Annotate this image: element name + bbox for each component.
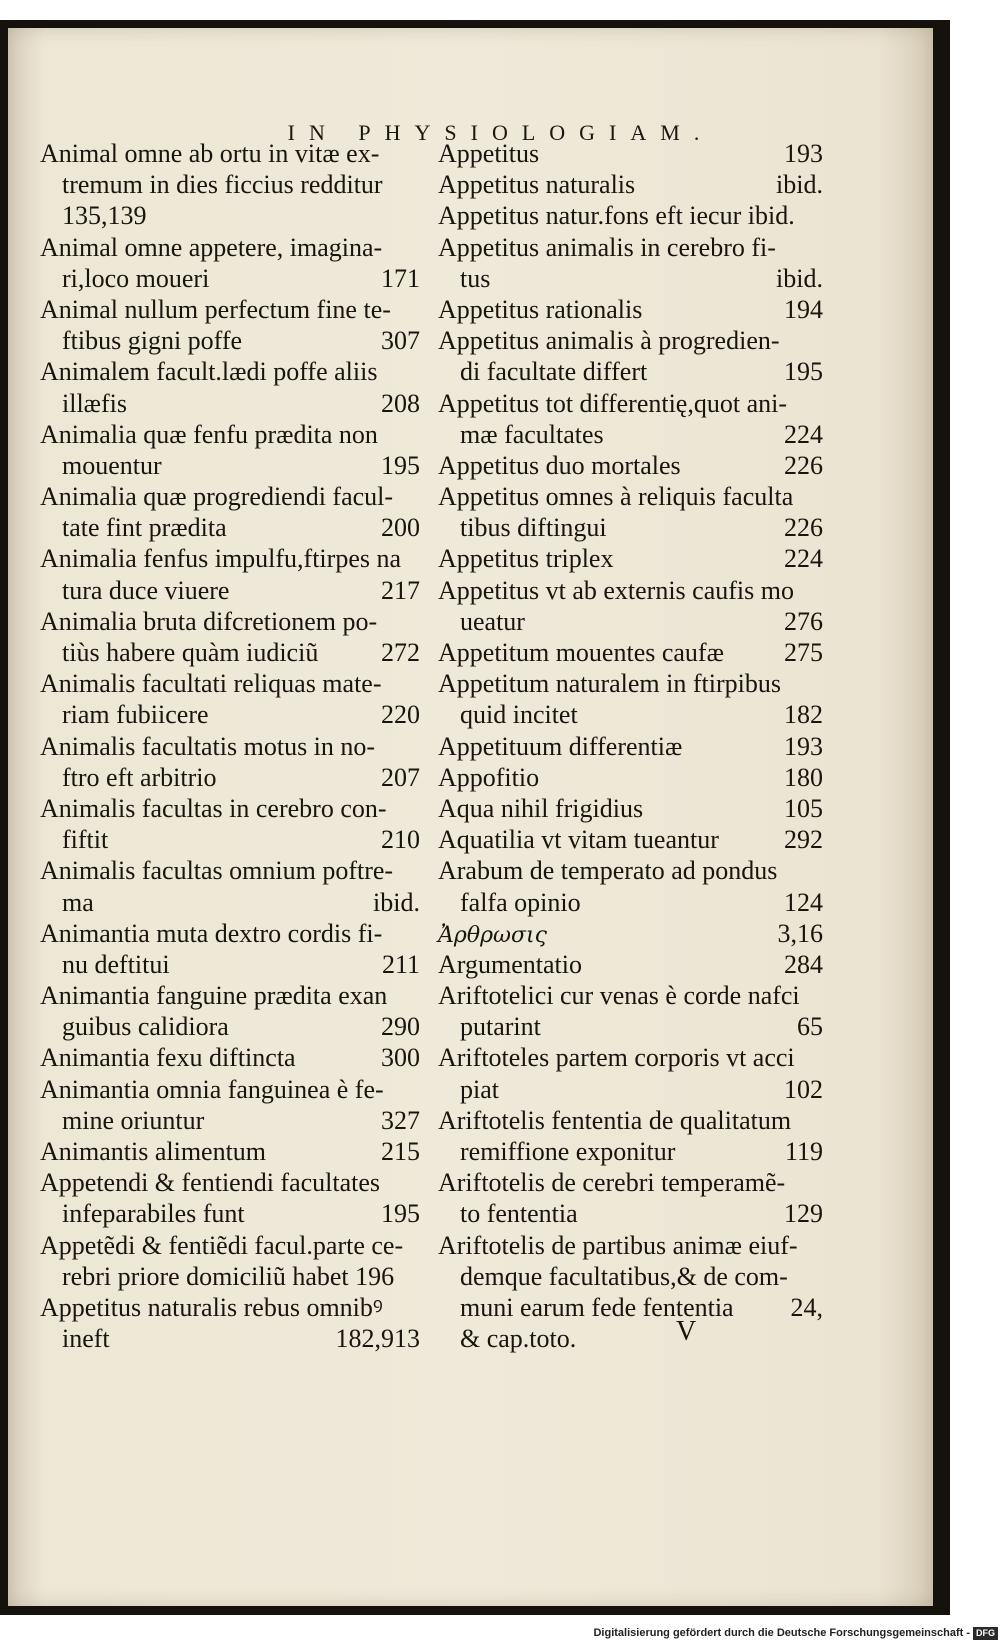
entry-text: Aqua nihil frigidius <box>438 793 644 823</box>
page-reference: ibid. <box>373 887 420 917</box>
entry-continuation-line <box>438 263 823 294</box>
entry-continuation-line <box>438 1136 823 1167</box>
entry-text: Animalia bruta difcretionem po- <box>40 606 378 636</box>
entry-continuation-line <box>438 419 823 450</box>
index-entry <box>438 138 823 169</box>
entry-heading-line <box>40 855 420 886</box>
entry-text: Appetitus animalis in cerebro fi- <box>438 232 776 262</box>
entry-heading-line <box>40 232 420 263</box>
entry-text: Animal nullum perfectum fine te- <box>40 294 391 324</box>
entry-text: to fententia <box>460 1199 578 1229</box>
funding-notice: Digitalisierung gefördert durch die Deutsche Forschungsgemeinschaft - <box>593 1627 970 1639</box>
index-entry <box>40 356 420 418</box>
page-reference: 208 <box>381 388 420 418</box>
index-entry <box>438 1105 823 1167</box>
index-entry <box>40 138 420 232</box>
entry-continuation-line <box>438 887 823 918</box>
entry-text: Argumentatio <box>438 949 582 979</box>
index-entry <box>438 637 823 668</box>
entry-heading-line <box>438 138 823 169</box>
entry-heading-line <box>40 731 420 762</box>
entry-text: Animantia fanguine prædita exan <box>40 981 388 1011</box>
page-reference: 224 <box>784 544 823 574</box>
entry-text: ftibus gigni poffe <box>62 326 243 356</box>
page-reference: 307 <box>381 326 420 356</box>
entry-continuation-line <box>40 388 420 419</box>
index-entry <box>40 980 420 1042</box>
dfg-logo: DFG <box>973 1627 998 1640</box>
index-entry <box>438 294 823 325</box>
entry-text: ri,loco moueri <box>62 263 210 293</box>
entry-heading-line <box>40 481 420 512</box>
index-entry <box>438 450 823 481</box>
entry-text: Animantia omnia fanguinea è fe- <box>40 1074 384 1104</box>
entry-heading-line <box>438 637 823 668</box>
page-reference: 211 <box>381 949 420 979</box>
entry-text: Ariftoteles partem corporis vt acci <box>438 1043 795 1073</box>
entry-heading-line <box>438 980 823 1011</box>
entry-heading-line <box>40 1292 420 1323</box>
index-entry <box>40 481 420 543</box>
page-reference: 272 <box>381 638 420 667</box>
entry-text: quid incitet <box>460 700 578 730</box>
entry-text: Animalia quæ fenfu prædita non <box>40 419 378 449</box>
entry-continuation-line <box>40 887 420 918</box>
entry-text: Appetitus triplex <box>438 544 614 574</box>
entry-heading-line <box>40 543 420 574</box>
entry-text: Appetitum naturalem in ftirpibus <box>438 669 781 699</box>
entry-heading-line <box>438 575 823 606</box>
entry-text: ftro eft arbitrio <box>62 762 217 792</box>
entry-continuation-line <box>438 1011 823 1042</box>
entry-text: rebri priore domiciliũ habet 196 <box>62 1261 395 1291</box>
entry-text: tremum in dies ficcius redditur <box>62 170 383 200</box>
index-entry <box>438 388 823 450</box>
entry-heading-line <box>438 294 823 325</box>
index-entry <box>40 232 420 294</box>
entry-continuation-line <box>438 1323 823 1354</box>
index-entry <box>40 793 420 855</box>
entry-text: guibus calidiora <box>62 1012 229 1042</box>
entry-heading-line <box>40 1042 420 1073</box>
entry-continuation-line <box>438 606 823 637</box>
entry-text: Appetẽdi & fentiẽdi facul.parte ce- <box>40 1230 404 1260</box>
entry-text: piat <box>460 1074 499 1104</box>
index-entry <box>438 824 823 855</box>
entry-heading-line <box>40 1074 420 1105</box>
entry-continuation-line <box>40 200 420 231</box>
page-reference: 171 <box>381 263 420 293</box>
entry-text: Appetitus naturalis <box>438 170 636 200</box>
index-entry <box>40 606 420 668</box>
entry-heading-line <box>438 918 823 949</box>
entry-heading-line <box>40 294 420 325</box>
entry-text: nu deftitui <box>62 949 170 979</box>
index-entry <box>438 855 823 917</box>
entry-text: Appetitus natur.fons eft iecur ibid. <box>438 201 795 231</box>
entry-continuation-line <box>438 356 823 387</box>
page-reference: 124 <box>784 887 823 917</box>
page-reference: 193 <box>784 139 823 168</box>
index-entry <box>438 543 823 574</box>
entry-text: tura duce viuere <box>62 575 230 605</box>
index-entry <box>40 543 420 605</box>
entry-text: Animalis facultas omnium poftre- <box>40 856 394 886</box>
page-reference: 210 <box>381 825 420 855</box>
entry-text: tibus diftingui <box>460 513 607 543</box>
entry-text: Animal omne appetere, imagina- <box>40 232 383 262</box>
entry-heading-line <box>40 980 420 1011</box>
entry-heading-line <box>438 1230 823 1261</box>
entry-continuation-line <box>40 1105 420 1136</box>
entry-text: mouentur <box>62 450 162 480</box>
index-entry <box>438 1042 823 1104</box>
index-entry <box>40 1167 420 1229</box>
index-entry <box>40 1292 420 1354</box>
entry-continuation-line <box>438 699 823 730</box>
index-entry <box>438 668 823 730</box>
page-reference: 119 <box>784 1137 823 1166</box>
entry-text: Animalia quæ progrediendi facul- <box>40 482 394 512</box>
entry-heading-line <box>40 138 420 169</box>
entry-heading-line <box>438 762 823 793</box>
entry-continuation-line <box>40 450 420 481</box>
page-reference: 327 <box>381 1105 420 1135</box>
page-reference: 200 <box>381 513 420 543</box>
entry-heading-line <box>40 1167 420 1198</box>
entry-text: Ariftotelis de partibus animæ eiuf- <box>438 1230 798 1260</box>
entry-text: infeparabiles funt <box>62 1199 245 1229</box>
entry-continuation-line <box>40 949 420 980</box>
entry-text: demque facultatibus,& de com- <box>460 1261 788 1291</box>
entry-heading-line <box>438 668 823 699</box>
page-reference: ibid. <box>776 170 823 200</box>
page-reference: 24, <box>790 1292 823 1322</box>
entry-continuation-line <box>40 1198 420 1229</box>
index-entry <box>438 1167 823 1229</box>
page-reference: 226 <box>784 513 823 543</box>
index-entry <box>40 294 420 356</box>
entry-text: remiffione exponitur <box>460 1137 676 1166</box>
scan-frame <box>0 20 950 1615</box>
page-reference: 65 <box>797 1012 823 1042</box>
entry-text: illæfis <box>62 388 128 418</box>
entry-heading-line <box>40 918 420 949</box>
entry-heading-line <box>438 731 823 762</box>
entry-text: Appetitus naturalis rebus omnibꝰ <box>40 1292 383 1322</box>
entry-continuation-line <box>40 1011 420 1042</box>
entry-text: Appetitus tot differentię,quot ani- <box>438 388 787 418</box>
page-reference: 284 <box>784 949 823 979</box>
page-reference: ibid. <box>776 263 823 293</box>
entry-continuation-line <box>40 512 420 543</box>
entry-heading-line <box>438 200 823 231</box>
page-reference: 194 <box>784 294 823 324</box>
entry-text: 135,139 <box>62 201 147 231</box>
index-entry <box>438 481 823 543</box>
entry-text: riam fubiicere <box>62 700 209 730</box>
entry-text: Animalis facultatis motus in no- <box>40 731 376 761</box>
entry-continuation-line <box>40 575 420 606</box>
entry-text: Appetitus vt ab externis caufis mo <box>438 575 794 605</box>
index-entry <box>40 1042 420 1073</box>
entry-text: Animal omne ab ortu in vitæ ex- <box>40 139 380 168</box>
entry-heading-line <box>438 1042 823 1073</box>
entry-text: fiftit <box>62 825 109 855</box>
page-reference: 129 <box>784 1199 823 1229</box>
entry-continuation-line <box>40 263 420 294</box>
entry-continuation-line <box>40 325 420 356</box>
page-reference: 3,16 <box>777 918 823 948</box>
page-reference: 300 <box>381 1043 420 1073</box>
entry-text: Ἀρθρωσις <box>438 922 547 948</box>
entry-continuation-line <box>438 1074 823 1105</box>
entry-heading-line <box>438 481 823 512</box>
entry-text: tus <box>460 263 491 293</box>
entry-heading-line <box>40 356 420 387</box>
entry-text: falfa opinio <box>460 887 581 917</box>
entry-heading-line <box>40 606 420 637</box>
entry-heading-line <box>438 232 823 263</box>
page-reference: 275 <box>784 638 823 667</box>
entry-text: Animantia muta dextro cordis fi- <box>40 918 383 948</box>
page-reference: 292 <box>784 825 823 855</box>
entry-continuation-line <box>438 1292 823 1323</box>
index-entry <box>438 918 823 949</box>
page-reference: 195 <box>381 450 420 480</box>
entry-text: Appetituum differentiæ <box>438 731 683 761</box>
page-reference: 102 <box>784 1074 823 1104</box>
entry-continuation-line <box>40 637 420 668</box>
index-entry <box>438 980 823 1042</box>
index-entry <box>40 668 420 730</box>
page-reference: 220 <box>381 700 420 730</box>
page-reference: 195 <box>381 1199 420 1229</box>
entry-heading-line <box>438 450 823 481</box>
page-reference: 193 <box>784 731 823 761</box>
page-reference: 195 <box>784 357 823 387</box>
entry-text: Appofitio <box>438 762 540 792</box>
index-entry <box>40 1074 420 1136</box>
entry-heading-line <box>40 419 420 450</box>
entry-continuation-line <box>40 824 420 855</box>
page-reference: 290 <box>381 1012 420 1042</box>
index-entry <box>438 1230 823 1355</box>
entry-text: tiùs habere quàm iudiciũ <box>62 638 319 667</box>
entry-text: tate fint prædita <box>62 513 227 543</box>
entry-text: Appetitum mouentes caufæ <box>438 638 724 667</box>
entry-text: & cap.toto. <box>460 1324 577 1354</box>
entry-heading-line <box>40 1230 420 1261</box>
entry-heading-line <box>438 949 823 980</box>
entry-heading-line <box>40 668 420 699</box>
entry-text: Animalem facult.lædi poffe aliis <box>40 357 378 387</box>
entry-heading-line <box>438 824 823 855</box>
running-head: IN PHYSIOLOGIAM. <box>287 120 714 145</box>
page-reference: 207 <box>381 762 420 792</box>
index-entry <box>438 232 823 294</box>
entry-text: Ariftotelis de cerebri temperamẽ- <box>438 1168 786 1198</box>
entry-continuation-line <box>40 1261 420 1292</box>
index-entry <box>40 1230 420 1292</box>
entry-text: Appetitus animalis à progredien- <box>438 326 780 356</box>
entry-text: Appetitus duo mortales <box>438 450 681 480</box>
entry-heading-line <box>438 543 823 574</box>
entry-text: Animalis facultati reliquas mate- <box>40 669 382 699</box>
entry-text: putarint <box>460 1012 541 1042</box>
index-entry <box>40 918 420 980</box>
entry-text: mine oriuntur <box>62 1105 205 1135</box>
entry-continuation-line <box>40 699 420 730</box>
entry-heading-line <box>438 325 823 356</box>
entry-text: Aquatilia vt vitam tueantur <box>438 825 719 855</box>
entry-text: Appetendi & fentiendi facultates <box>40 1168 381 1198</box>
page-reference: 276 <box>784 606 823 636</box>
entry-continuation-line <box>438 1198 823 1229</box>
entry-continuation-line <box>438 512 823 543</box>
index-entry <box>438 731 823 762</box>
entry-text: ueatur <box>460 606 525 636</box>
entry-continuation-line <box>40 762 420 793</box>
index-entry <box>438 793 823 824</box>
page-reference: 180 <box>784 762 823 792</box>
index-entry <box>438 325 823 387</box>
index-entry <box>40 855 420 917</box>
index-entry <box>438 762 823 793</box>
footer-bar <box>0 1626 1000 1643</box>
entry-text: Animalia fenfus impulfu,ftirpes na <box>40 544 402 574</box>
entry-heading-line <box>40 1136 420 1167</box>
entry-heading-line <box>438 1167 823 1198</box>
index-entry <box>40 1136 420 1167</box>
index-column-right <box>438 138 823 1354</box>
page-reference: 224 <box>784 419 823 449</box>
page-reference: 182,913 <box>335 1324 420 1354</box>
entry-continuation-line <box>438 1261 823 1292</box>
entry-text: Animantia fexu diftincta <box>40 1043 296 1073</box>
entry-text: Ariftotelici cur venas è corde nafci <box>438 981 800 1011</box>
page-reference: 215 <box>381 1137 420 1166</box>
entry-text: di facultate differt <box>460 357 648 387</box>
index-entry <box>438 200 823 231</box>
entry-heading-line <box>438 793 823 824</box>
book-page <box>8 28 933 1606</box>
index-entry <box>438 575 823 637</box>
entry-heading-line <box>438 1105 823 1136</box>
entry-heading-line <box>438 169 823 200</box>
page-reference: 217 <box>381 575 420 605</box>
entry-text: Arabum de temperato ad pondus <box>438 856 778 886</box>
page-reference: 182 <box>784 700 823 730</box>
entry-text: Ariftotelis fententia de qualitatum <box>438 1105 792 1135</box>
index-entry <box>40 731 420 793</box>
entry-heading-line <box>438 388 823 419</box>
entry-text: Animantis alimentum <box>40 1137 267 1166</box>
entry-text: ineft <box>62 1324 110 1354</box>
entry-heading-line <box>438 855 823 886</box>
entry-text: muni earum fede fententia <box>460 1292 734 1322</box>
entry-text: Animalis facultas in cerebro con- <box>40 793 387 823</box>
page-reference: 226 <box>784 450 823 480</box>
entry-heading-line <box>40 793 420 824</box>
index-column-left <box>40 138 420 1354</box>
signature-mark: V <box>676 1316 697 1347</box>
entry-text: ma <box>62 887 94 917</box>
index-entry <box>40 419 420 481</box>
entry-text: Appetitus omnes à reliquis faculta <box>438 482 794 512</box>
entry-continuation-line <box>40 1323 420 1354</box>
index-entry <box>438 169 823 200</box>
page-reference: 105 <box>784 793 823 823</box>
index-entry <box>438 949 823 980</box>
entry-continuation-line <box>40 169 420 200</box>
entry-text: Appetitus <box>438 139 540 168</box>
entry-text: Appetitus rationalis <box>438 294 643 324</box>
entry-text: mæ facultates <box>460 419 604 449</box>
